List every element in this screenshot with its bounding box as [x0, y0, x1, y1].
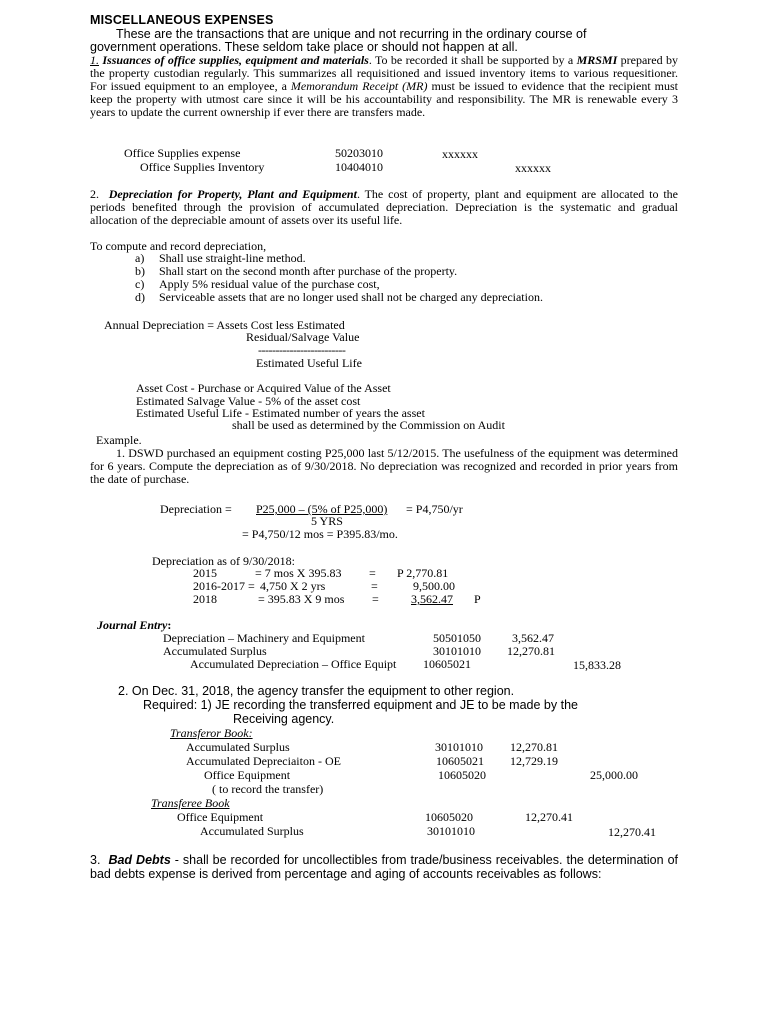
- je-account: Accumulated Surplus: [200, 824, 304, 838]
- list-text: Serviceable assets that are no longer used shall not be charged any depreciation.: [159, 290, 543, 304]
- asof-eq: =: [369, 566, 376, 580]
- mrsmi-term: MRSMI: [576, 53, 618, 67]
- asof-formula: = 7 mos X 395.83: [255, 566, 342, 580]
- asof-year: 2016-2017 =: [193, 579, 255, 593]
- list-marker: c): [135, 277, 145, 291]
- calc-numerator: P25,000 – (5% of P25,000): [256, 502, 388, 516]
- formula-numerator: Residual/Salvage Value: [246, 330, 360, 344]
- je-account: Office Supplies Inventory: [140, 160, 265, 174]
- section-3-heading: Bad Debts: [108, 853, 171, 867]
- list-marker: a): [135, 251, 145, 265]
- je-account: Accumulated Surplus: [186, 740, 290, 754]
- je-account: Accumulated Depreciaiton - OE: [186, 754, 341, 768]
- example-2-line-3: Receiving agency.: [233, 712, 335, 726]
- page-title: MISCELLANEOUS EXPENSES: [90, 13, 274, 27]
- journal-entry-label: [97, 619, 171, 632]
- section-1-number: 1.: [90, 53, 99, 67]
- formula-denominator: Estimated Useful Life: [256, 356, 362, 370]
- je-code: 10605020: [425, 810, 473, 824]
- asof-formula: 4,750 X 2 yrs: [260, 579, 326, 593]
- calc-label: Depreciation =: [160, 502, 232, 516]
- asof-amount: P 2,770.81: [397, 566, 449, 580]
- je-debit: 12,270.81: [510, 740, 558, 754]
- memorandum-receipt-term: Memorandum Receipt (MR): [290, 79, 428, 93]
- formula-lhs: Annual Depreciation = Assets Cost less Estimated: [104, 318, 345, 332]
- je-account: Office Equipment: [177, 810, 264, 824]
- example-1-paragraph: [90, 447, 678, 486]
- definition: Estimated Salvage Value - 5% of the asset cost: [136, 394, 361, 408]
- asof-amount: 3,562.47: [411, 592, 453, 606]
- section-1-text-a: . To be recorded it shall be supported by a: [368, 53, 577, 67]
- transferee-book-label: Transferee Book: [151, 796, 230, 810]
- asof-formula: = 395.83 X 9 mos: [258, 592, 345, 606]
- je-code: 10404010: [335, 160, 383, 174]
- asof-year: 2018: [193, 592, 217, 606]
- example-1-text: 1. DSWD purchased an equipment costing P25,000 last 5/12/2015. The usefulness of the equipment was determined for 6 years. Compute the depreciation as of 9/30/2018. No depreciation was recognized and recorded in prior years from the date of purchase.: [90, 446, 678, 486]
- intro-line-1: These are the transactions that are unique and not recurring in the ordinary course of: [116, 27, 587, 41]
- je-debit: 12,270.41: [525, 810, 573, 824]
- calc-denominator: 5 YRS: [311, 514, 343, 528]
- je-debit: 12,270.81: [507, 644, 555, 658]
- asof-amount: 9,500.00: [413, 579, 455, 593]
- asof-eq: =: [372, 592, 379, 606]
- je-credit: 12,270.41: [608, 825, 656, 839]
- section-1-text-b: prepared by the property custodian regularly. This summarizes all requisitioned and issued inventory items to various requesitioner. For issued equipment to an employee, a: [90, 53, 678, 93]
- je-credit: 15,833.28: [573, 658, 621, 672]
- je-account: Accumulated Depreciation – Office Equipt: [190, 657, 397, 671]
- je-code: 50501050: [433, 631, 481, 645]
- definition: shall be used as determined by the Commission on Audit: [232, 418, 505, 432]
- je-account: Office Equipment: [204, 768, 291, 782]
- je-code: 30101010: [433, 644, 481, 658]
- definition: Estimated Useful Life - Estimated number of years the asset: [136, 406, 425, 420]
- je-code: 50203010: [335, 146, 383, 160]
- example-2-line-2: Required: 1) JE recording the transferred equipment and JE to be made by the: [143, 698, 578, 712]
- list-text: Apply 5% residual value of the purchase cost,: [159, 277, 380, 291]
- section-2-text: . The cost of property, plant and equipment are allocated to the periods benefited through the provision of accumulated depreciation. Depreciation is the systematic and gradual allocation of the depreciable amount of assets over its useful life.: [90, 187, 679, 227]
- section-2-paragraph: [90, 188, 678, 227]
- definition: Asset Cost - Purchase or Acquired Value of the Asset: [136, 381, 391, 395]
- compute-intro: To compute and record depreciation,: [90, 239, 267, 253]
- list-marker: d): [135, 290, 145, 304]
- section-1-paragraph: [90, 54, 678, 119]
- transferor-note: ( to record the transfer): [212, 782, 324, 796]
- calc-result: = P4,750/yr: [406, 502, 463, 516]
- section-1-heading: Issuances of office supplies, equipment and materials: [102, 53, 369, 67]
- je-account: Office Supplies expense: [124, 146, 241, 160]
- example-2-line-1: 2. On Dec. 31, 2018, the agency transfer the equipment to other region.: [118, 684, 515, 698]
- je-code: 30101010: [427, 824, 475, 838]
- je-code: 10605021: [436, 754, 484, 768]
- section-3-paragraph: [90, 853, 678, 881]
- je-account: Accumulated Surplus: [163, 644, 267, 658]
- list-text: Shall use straight-line method.: [159, 251, 306, 265]
- intro-line-2: government operations. These seldom take place or should not happen at all.: [90, 40, 518, 54]
- je-credit: 25,000.00: [590, 768, 638, 782]
- asof-year: 2015: [193, 566, 217, 580]
- je-code: 30101010: [435, 740, 483, 754]
- depreciation-rules-list: [135, 252, 543, 304]
- section-1-text-c: must be issued to evidence that the recipient must keep the property with utmost care since it will be his accountability and responsibility. The MR is renewable every 3 years to update the current ownership if ever there are transfers made.: [90, 79, 679, 119]
- je-account: Depreciation – Machinery and Equipment: [163, 631, 365, 645]
- asof-eq: =: [371, 579, 378, 593]
- je-code: 10605021: [423, 657, 471, 671]
- je-credit: xxxxxx: [515, 161, 551, 175]
- list-text: Shall start on the second month after purchase of the property.: [159, 264, 458, 278]
- je-debit: 3,562.47: [512, 631, 554, 645]
- asof-total-prefix: P: [474, 592, 481, 606]
- transferor-book-label: Transferor Book:: [170, 726, 253, 740]
- journal-entry-colon: :: [167, 618, 172, 632]
- section-3-text: - shall be recorded for uncollectibles from trade/business receivables. the determination of bad debts expense is derived from percentage and aging of accounts receivables as follows:: [90, 853, 678, 881]
- example-label: Example.: [96, 433, 142, 447]
- asof-label: Depreciation as of 9/30/2018:: [152, 554, 295, 568]
- je-code: 10605020: [438, 768, 486, 782]
- calc-monthly: = P4,750/12 mos = P395.83/mo.: [242, 527, 398, 541]
- je-debit: 12,729.19: [510, 754, 558, 768]
- je-debit: xxxxxx: [442, 147, 478, 161]
- journal-entry-label-text: Journal Entry: [97, 618, 168, 632]
- list-marker: b): [135, 264, 145, 278]
- formula-bar: -------------------------: [258, 343, 346, 357]
- section-2-number: 2.: [90, 187, 99, 201]
- list-item: [135, 291, 543, 304]
- section-3-number: 3.: [90, 853, 101, 867]
- section-2-heading: Depreciation for Property, Plant and Equipment: [108, 187, 357, 201]
